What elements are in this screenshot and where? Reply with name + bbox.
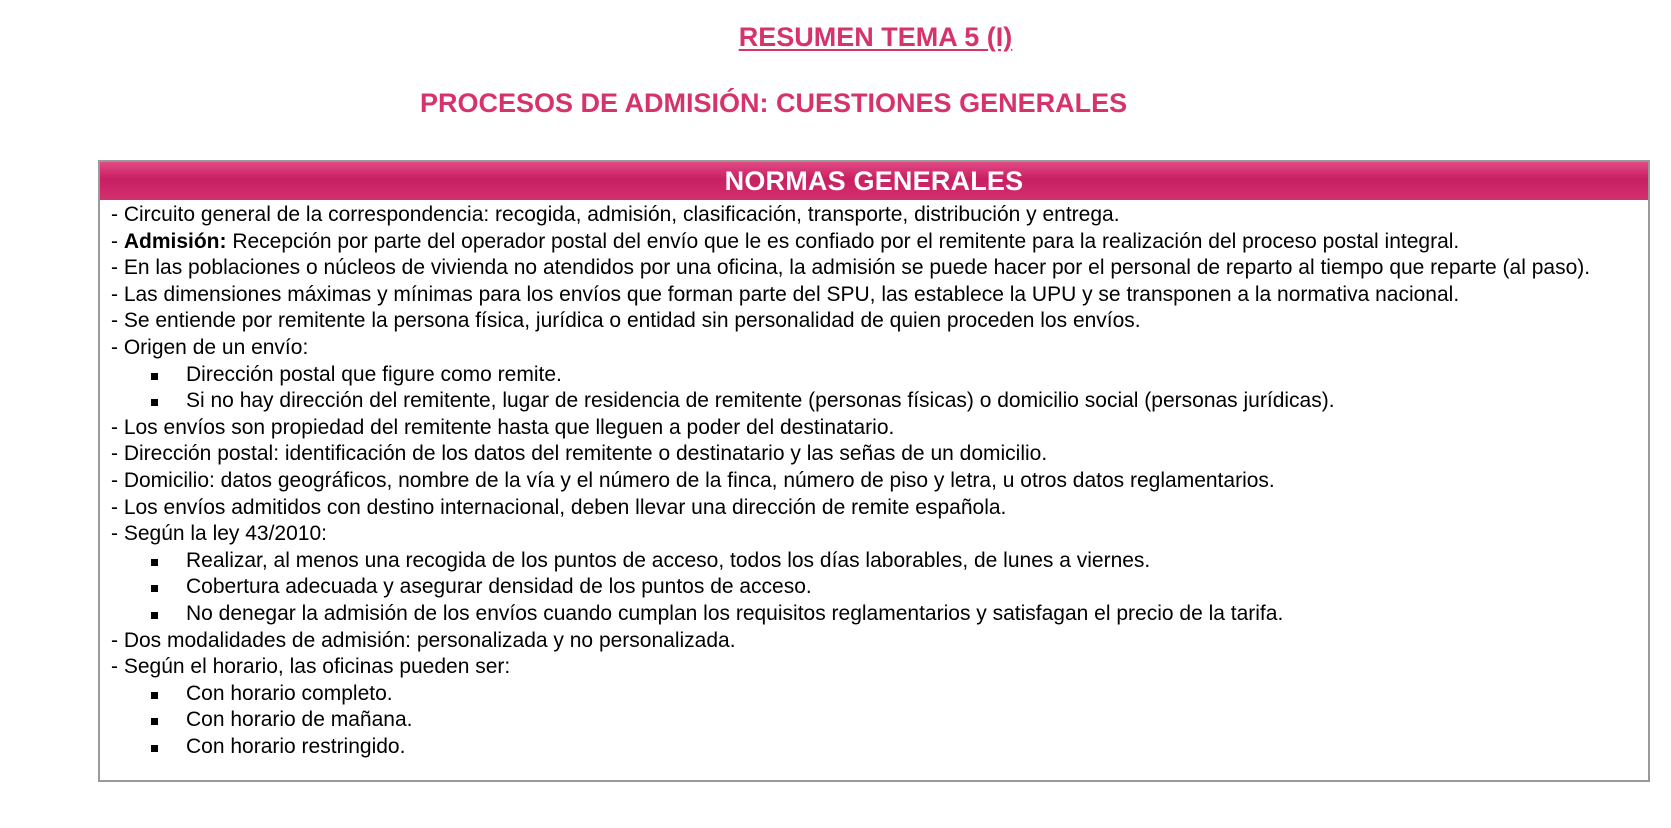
normas-generales-panel [98, 160, 1650, 782]
bullet-item [111, 681, 1638, 708]
list-item: - Dirección postal: identificación de los datos del remitente o destinatario y las señas de un domicilio. [111, 442, 1048, 466]
list-item-prefix: - [111, 229, 124, 253]
panel-body [100, 200, 1648, 760]
square-bullet-icon [151, 692, 158, 699]
list-item: - Circuito general de la correspondencia: recogida, admisión, clasificación, transporte, distribución y entrega. [111, 203, 1120, 226]
admision-term: Admisión: [123, 229, 227, 253]
bullet-item [111, 601, 1638, 628]
list-item: - Origen de un envío: [111, 335, 309, 359]
square-bullet-icon [151, 745, 158, 752]
list-item: - Según el horario, las oficinas pueden ser: [111, 655, 511, 679]
list-item: - Según la ley 43/2010: [111, 522, 327, 546]
document-subtitle: PROCESOS DE ADMISIÓN: CUESTIONES GENERALES [420, 88, 1128, 118]
bullet-text: Dirección postal que figure como remite. [186, 362, 562, 386]
square-bullet-icon [151, 399, 158, 406]
admision-definition: Recepción por parte del operador postal del envío que le es confiado por el remitente para la realización del proceso postal integral. [226, 229, 1460, 253]
list-item: - En las poblaciones o núcleos de vivienda no atendidos por una oficina, la admisión se puede hacer por el personal de reparto al tiempo que reparte (al paso). [111, 256, 1591, 280]
list-item [111, 229, 1638, 256]
square-bullet-icon [151, 718, 158, 725]
list-item: - Dos modalidades de admisión: personalizada y no personalizada. [111, 628, 736, 652]
list-item: - Los envíos son propiedad del remitente hasta que lleguen a poder del destinatario. [111, 415, 895, 439]
bullet-item [111, 362, 1638, 389]
list-item: - Domicilio: datos geográficos, nombre de la vía y el número de la finca, número de piso y letra, u otros datos reglamentarios. [111, 468, 1275, 492]
bullet-text: No denegar la admisión de los envíos cuando cumplan los requisitos reglamentarios y satisfagan el precio de la tarifa. [186, 601, 1284, 625]
square-bullet-icon [151, 585, 158, 592]
bullet-text: Con horario restringido. [186, 734, 406, 758]
bullet-text: Realizar, al menos una recogida de los puntos de acceso, todos los días laborables, de lunes a viernes. [186, 548, 1151, 572]
bullet-text: Con horario de mañana. [186, 708, 413, 732]
bullet-text: Con horario completo. [186, 681, 393, 705]
bullet-item [111, 707, 1638, 734]
list-item: - Se entiende por remitente la persona física, jurídica o entidad sin personalidad de quien proceden los envíos. [111, 309, 1141, 333]
bullet-item [111, 574, 1638, 601]
list-item: - Los envíos admitidos con destino internacional, deben llevar una dirección de remite española. [111, 495, 1007, 519]
list-item: - Las dimensiones máximas y mínimas para los envíos que forman parte del SPU, las establece la UPU y se transponen a la normativa nacional. [111, 282, 1460, 306]
bullet-text: Si no hay dirección del remitente, lugar de residencia de remitente (personas físicas) o domicilio social (personas jurídicas). [186, 389, 1335, 413]
square-bullet-icon [151, 559, 158, 566]
panel-header: NORMAS GENERALES [100, 162, 1648, 200]
square-bullet-icon [151, 612, 158, 619]
bullet-text: Cobertura adecuada y asegurar densidad de los puntos de acceso. [186, 575, 812, 599]
document-title: RESUMEN TEMA 5 (I) [738, 22, 1013, 52]
square-bullet-icon [151, 373, 158, 380]
bullet-item [111, 548, 1638, 575]
bullet-item [111, 388, 1638, 415]
bullet-item [111, 734, 1638, 761]
